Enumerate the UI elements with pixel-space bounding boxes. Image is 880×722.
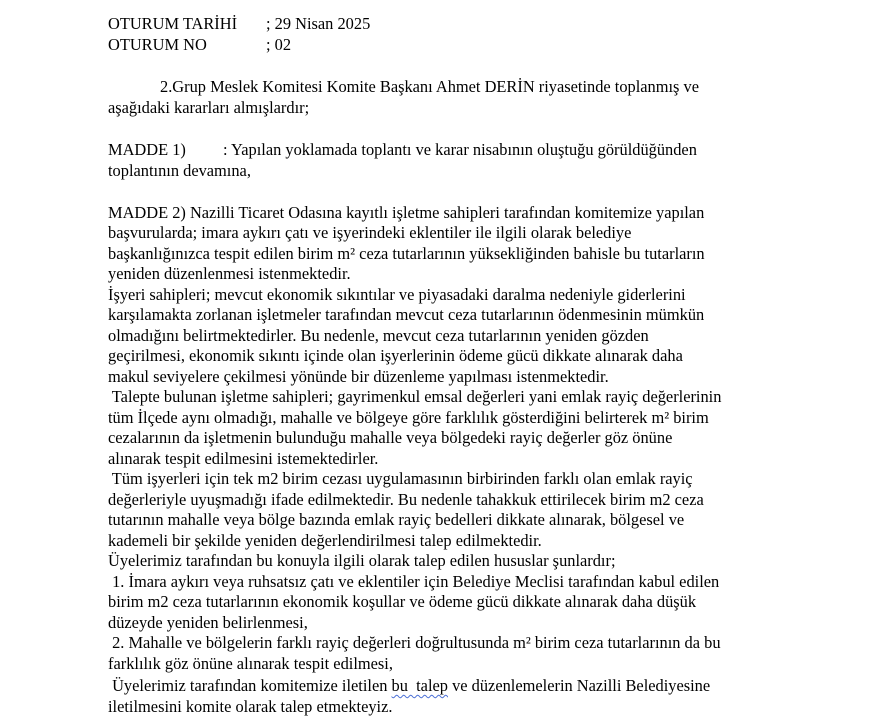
session-no-line bbox=[108, 35, 291, 55]
madde2-line: alınarak tespit edilmesini istemektedirler. bbox=[108, 449, 379, 468]
madde1-line bbox=[108, 140, 697, 160]
madde2-line: cezalarının da işletmenin bulunduğu mahalle veya bölgedeki rayiç değerler göz önüne bbox=[108, 428, 673, 447]
intro-line: 2.Grup Meslek Komitesi Komite Başkanı Ahmet DERİN riyasetinde toplanmış ve bbox=[160, 77, 699, 96]
madde1-text: : Yapılan yoklamada toplantı ve karar nisabının oluştuğu görüldüğünden bbox=[223, 140, 697, 159]
session-date-line bbox=[108, 14, 370, 34]
madde2-line: değerleriyle uyuşmadığı ifade edilmektedir. Bu nedenle tahakkuk ettirilecek birim m2 ceza bbox=[108, 490, 704, 509]
madde2-line: 1. İmara aykırı veya ruhsatsız çatı ve eklentiler için Belediye Meclisi tarafından kabul edilen bbox=[108, 572, 720, 591]
madde2-line: iletilmesini komite olarak talep etmekteyiz. bbox=[108, 697, 393, 716]
madde2-line: başkanlığınızca tespit edilen birim m² ceza tutarlarının yüksekliğinden bahisle bu tutarların bbox=[108, 244, 705, 263]
madde2-line: yeniden düzenlenmesi istenmektedir. bbox=[108, 264, 351, 283]
spellcheck-marked-text: bu talep bbox=[391, 676, 448, 695]
madde2-line: geçirilmesi, ekonomik sıkıntı içinde olan işyerlerinin ödeme gücü dikkate alınarak daha bbox=[108, 346, 683, 365]
madde2-line: tüm İlçede aynı olmadığı, mahalle ve bölgeye göre farklılık gösterdiğini belirterek m² birim bbox=[108, 408, 709, 427]
madde2-line: Tüm işyerleri için tek m2 birim cezası uygulamasının birbirinden farklı olan emlak rayiç bbox=[108, 469, 693, 488]
madde2-line: düzeyde yeniden belirlenmesi, bbox=[108, 613, 308, 632]
madde2-line bbox=[108, 676, 710, 696]
madde2-line: birim m2 ceza tutarlarının ekonomik koşullar ve ödeme gücü dikkate alınarak daha düşük bbox=[108, 592, 697, 611]
madde2-line: İşyeri sahipleri; mevcut ekonomik sıkıntılar ve piyasadaki daralma nedeniyle giderlerini bbox=[108, 285, 686, 304]
madde1-label: MADDE 1) bbox=[108, 140, 186, 159]
madde2-line: Talepte bulunan işletme sahipleri; gayrimenkul emsal değerleri yani emlak rayiç değerlerinin bbox=[108, 387, 722, 406]
madde2-line: tutarının mahalle veya bölge bazında emlak rayiç bedelleri dikkate alınarak, bölgesel ve bbox=[108, 510, 685, 529]
madde2-line: farklılık göz önüne alınarak tespit edilmesi, bbox=[108, 654, 393, 673]
session-date-value: ; 29 Nisan 2025 bbox=[266, 14, 371, 33]
madde2-line: 2. Mahalle ve bölgelerin farklı rayiç değerleri doğrultusunda m² birim ceza tutarlarının da bu bbox=[108, 633, 721, 652]
session-no-label: OTURUM NO bbox=[108, 35, 207, 54]
madde1-line: toplantının devamına, bbox=[108, 161, 251, 180]
intro-line: aşağıdaki kararları almışlardır; bbox=[108, 98, 310, 117]
madde2-line: olmadığını belirtmektedirler. Bu nedenle, mevcut ceza tutarlarının yeniden gözden bbox=[108, 326, 649, 345]
madde2-line: Üyelerimiz tarafından bu konuyla ilgili olarak talep edilen hususlar şunlardır; bbox=[108, 551, 616, 570]
session-date-label: OTURUM TARİHİ bbox=[108, 14, 238, 33]
madde2-line: kademeli bir şekilde yeniden değerlendirilmesi talep edilmektedir. bbox=[108, 531, 542, 550]
madde2-line: başvurularda; imara aykırı çatı ve işyerindeki eklentiler ile ilgili olarak belediye bbox=[108, 223, 632, 242]
last-line-start: Üyelerimiz tarafından komitemize iletilen bbox=[108, 676, 392, 695]
madde2-line: karşılamakta zorlanan işletmeler tarafından mevcut ceza tutarlarının ödenmesinin mümkün bbox=[108, 305, 705, 324]
madde2-line: makul seviyelere çekilmesi yönünde bir düzenleme yapılması istenmektedir. bbox=[108, 367, 609, 386]
madde2-line: MADDE 2) Nazilli Ticaret Odasına kayıtlı işletme sahipleri tarafından komitemize yapılan bbox=[108, 203, 705, 222]
session-no-value: ; 02 bbox=[266, 35, 292, 54]
last-line-end: ve düzenlemelerin Nazilli Belediyesine bbox=[448, 676, 711, 695]
